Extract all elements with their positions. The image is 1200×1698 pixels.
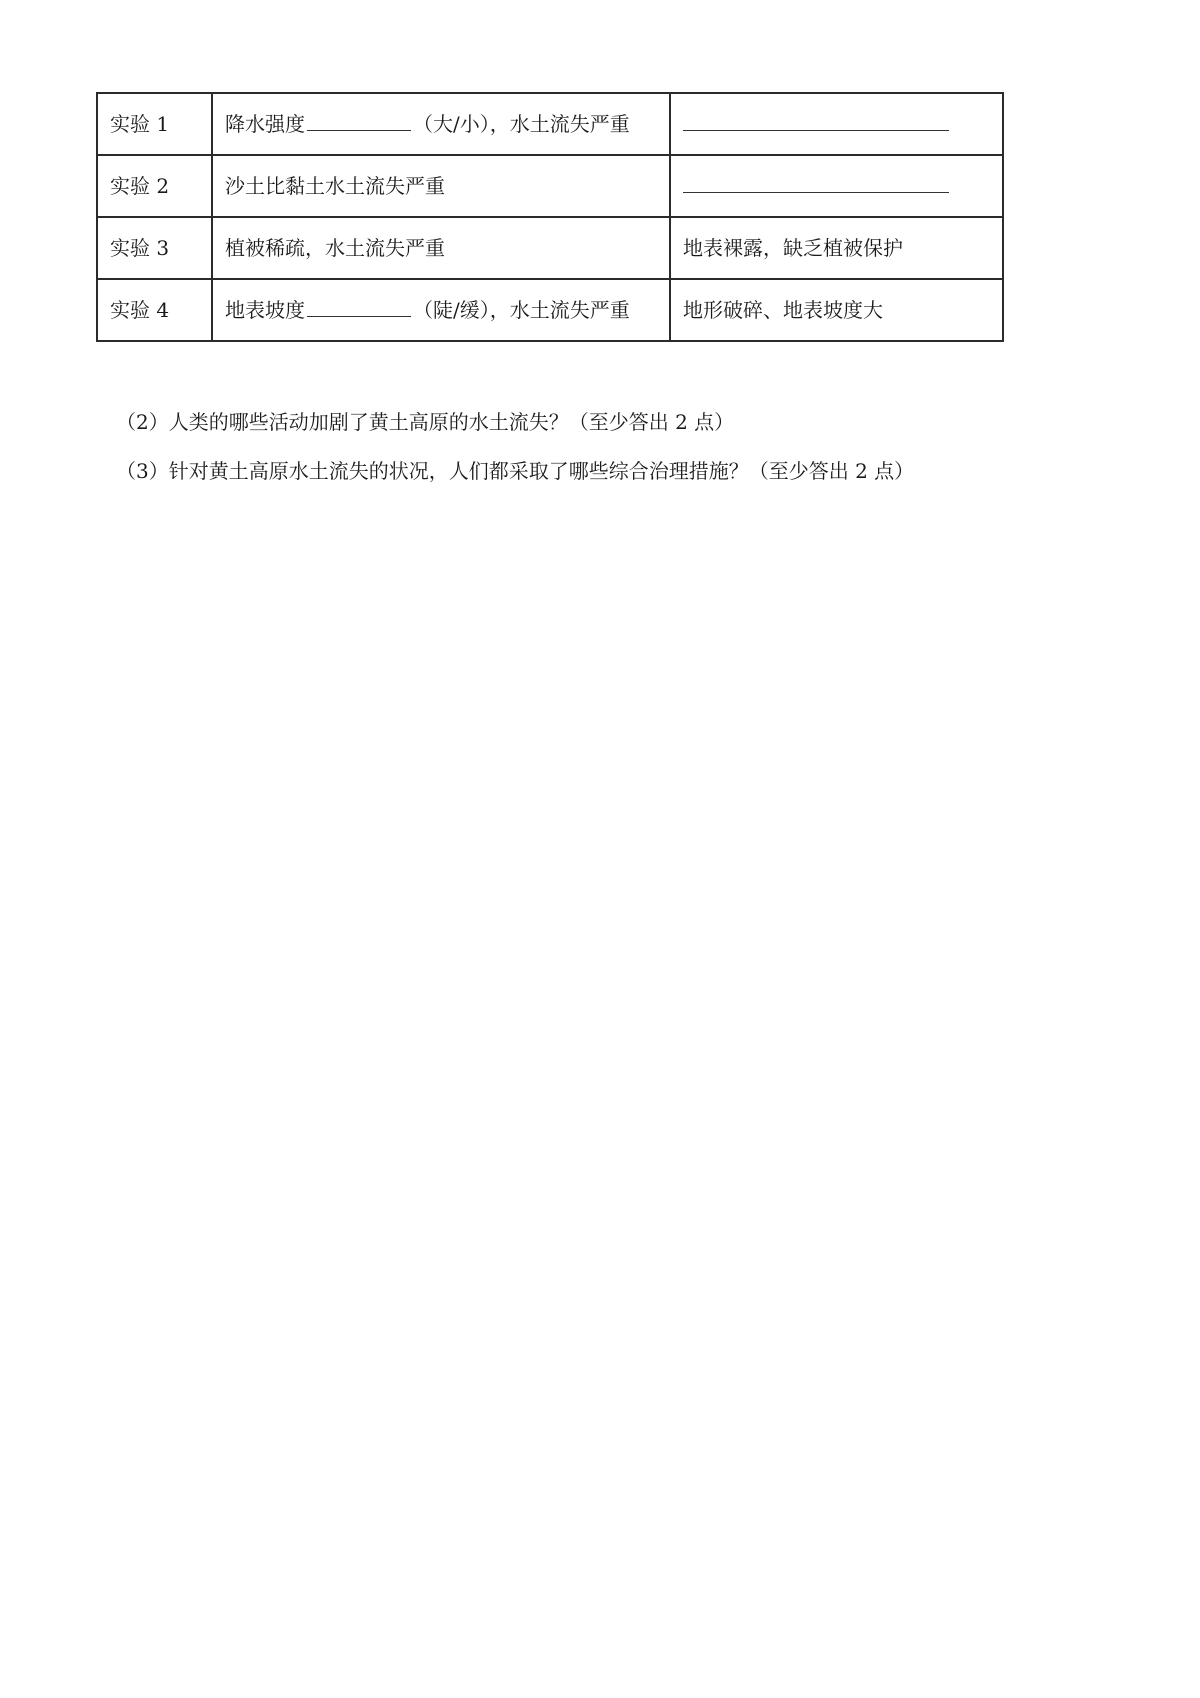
result-text-after: （陡/缓），水土流失严重	[413, 298, 630, 322]
table-row	[97, 217, 1003, 279]
reason-cell: 地表裸露，缺乏植被保护	[670, 217, 1003, 279]
result-text-after: （大/小），水土流失严重	[413, 112, 630, 136]
answer-blank[interactable]	[683, 174, 949, 193]
experiment-label: 实验 4	[97, 279, 212, 341]
reason-cell	[670, 155, 1003, 217]
answer-blank[interactable]	[307, 298, 411, 317]
experiment-label: 实验 3	[97, 217, 212, 279]
question-3: （3）针对黄土高原水土流失的状况，人们都采取了哪些综合治理措施？（至少答出 2 点）	[116, 459, 915, 483]
result-cell: 沙土比黏土水土流失严重	[212, 155, 670, 217]
result-text-before: 降水强度	[225, 112, 305, 136]
table-row	[97, 93, 1003, 155]
result-cell	[212, 93, 670, 155]
experiment-label: 实验 2	[97, 155, 212, 217]
experiment-label: 实验 1	[97, 93, 212, 155]
experiment-table	[96, 92, 1004, 342]
question-2: （2）人类的哪些活动加剧了黄土高原的水土流失？（至少答出 2 点）	[116, 410, 735, 434]
table-row	[97, 155, 1003, 217]
answer-blank[interactable]	[307, 112, 411, 131]
answer-blank[interactable]	[683, 112, 949, 131]
result-text-before: 地表坡度	[225, 298, 305, 322]
result-cell: 植被稀疏，水土流失严重	[212, 217, 670, 279]
table-row	[97, 279, 1003, 341]
reason-cell	[670, 93, 1003, 155]
reason-cell: 地形破碎、地表坡度大	[670, 279, 1003, 341]
result-cell	[212, 279, 670, 341]
